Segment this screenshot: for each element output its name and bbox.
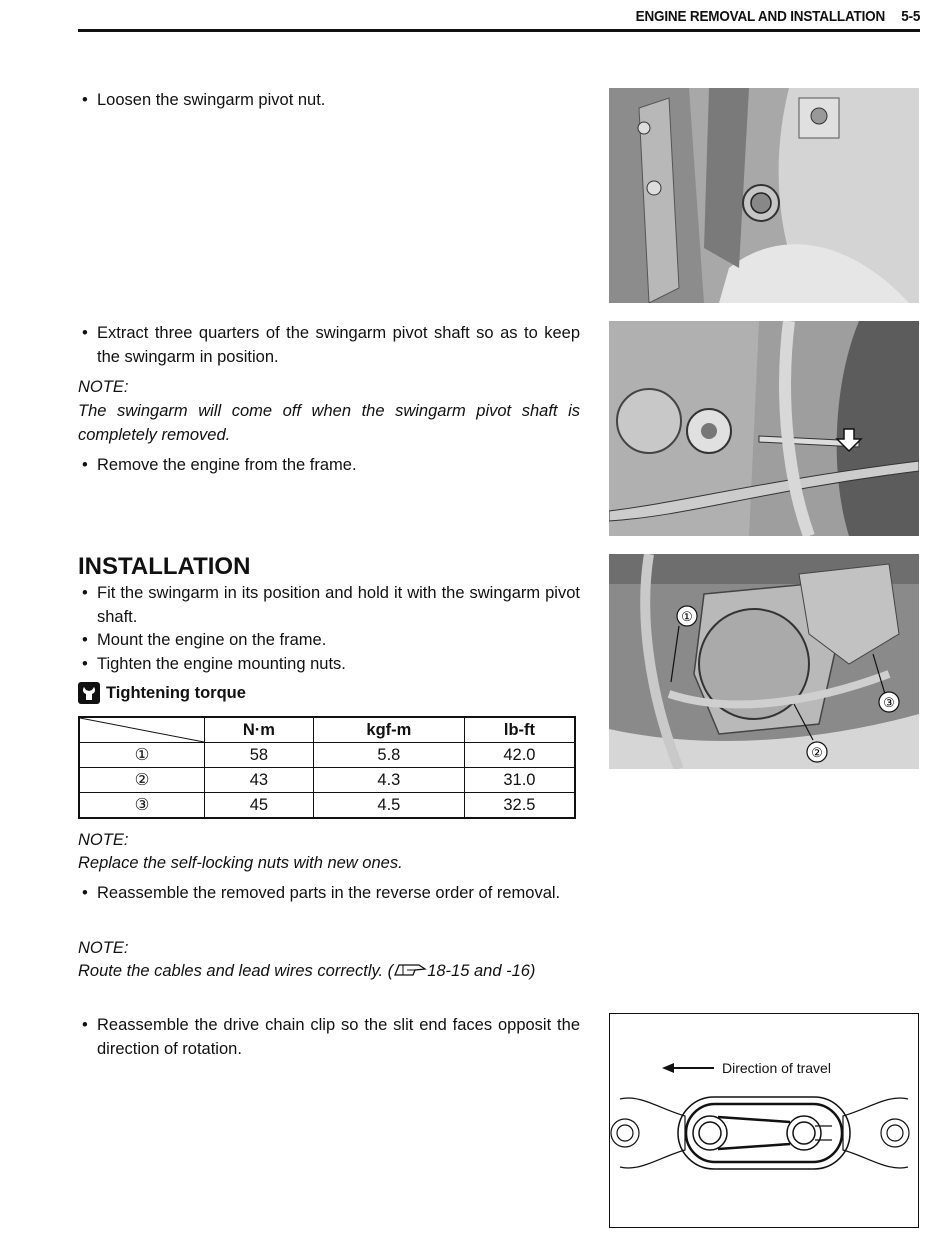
table-row <box>79 768 575 793</box>
torque-table <box>78 716 576 819</box>
callout-2: ② <box>811 745 823 760</box>
cell-lbft: 42.0 <box>464 743 575 768</box>
note-text: Replace the self-locking nuts with new ones. <box>78 854 403 872</box>
note-label: NOTE: <box>78 939 129 957</box>
cell-nm: 58 <box>205 743 314 768</box>
diagonal-cell <box>79 717 205 743</box>
note-text: The swingarm will come off when the swingarm pivot shaft is completely removed. <box>78 402 580 444</box>
step-reassemble-chain-clip: • Reassemble the drive chain clip so the slit end faces opposit the direction of rotation. <box>80 1013 580 1061</box>
cell-kgfm: 4.3 <box>313 768 464 793</box>
note-text-part: Route the cables and lead wires correctly. ( <box>78 962 394 980</box>
note-label: NOTE: <box>78 831 129 849</box>
table-row <box>79 743 575 768</box>
reference-hand-icon <box>393 961 427 979</box>
cell-lbft: 32.5 <box>464 793 575 819</box>
note-text-part: 18-15 and -16) <box>427 962 536 980</box>
direction-arrow-head <box>662 1063 674 1073</box>
note-text <box>78 959 580 983</box>
note-label: NOTE: <box>78 378 129 396</box>
step-mount-engine: • Mount the engine on the frame. <box>80 628 580 652</box>
header-nm: N·m <box>205 717 314 743</box>
table-row <box>79 793 575 819</box>
row-id: ③ <box>79 793 205 819</box>
step-fit-swingarm: • Fit the swingarm in its position and hold it with the swingarm pivot shaft. <box>80 581 580 629</box>
cell-kgfm: 4.5 <box>313 793 464 819</box>
cell-kgfm: 5.8 <box>313 743 464 768</box>
direction-caption: Direction of travel <box>722 1060 831 1076</box>
header-rule <box>78 29 920 32</box>
header-lbft: lb-ft <box>464 717 575 743</box>
torque-label-text: Tightening torque <box>106 683 246 702</box>
photo-swingarm-pivot-nut <box>609 88 919 303</box>
header-kgfm: kgf-m <box>313 717 464 743</box>
cell-lbft: 31.0 <box>464 768 575 793</box>
callout-3: ③ <box>883 695 895 710</box>
page-number: 5-5 <box>901 8 920 25</box>
step-remove-engine: • Remove the engine from the frame. <box>80 453 580 477</box>
installation-heading: INSTALLATION <box>78 553 251 580</box>
step-extract-shaft: • Extract three quarters of the swingarm pivot shaft so as to keep the swingarm in position. <box>80 321 580 369</box>
photo-engine-mounting-nuts <box>609 554 919 769</box>
section-heading: ENGINE REMOVAL AND INSTALLATION <box>635 8 885 25</box>
cell-nm: 45 <box>205 793 314 819</box>
torque-wrench-icon <box>78 682 100 704</box>
step-loosen-nut: • Loosen the swingarm pivot nut. <box>80 88 580 112</box>
row-id: ② <box>79 768 205 793</box>
row-id: ① <box>79 743 205 768</box>
step-reassemble-parts: • Reassemble the removed parts in the reverse order of removal. <box>80 881 580 905</box>
photo-swingarm-pivot-shaft <box>609 321 919 536</box>
chain-clip-diagram <box>609 1013 919 1228</box>
callout-1: ① <box>681 609 693 624</box>
header-title <box>635 8 920 25</box>
torque-label <box>78 682 246 704</box>
step-tighten-nuts: • Tighten the engine mounting nuts. <box>80 652 580 676</box>
torque-table-header <box>79 717 575 743</box>
cell-nm: 43 <box>205 768 314 793</box>
